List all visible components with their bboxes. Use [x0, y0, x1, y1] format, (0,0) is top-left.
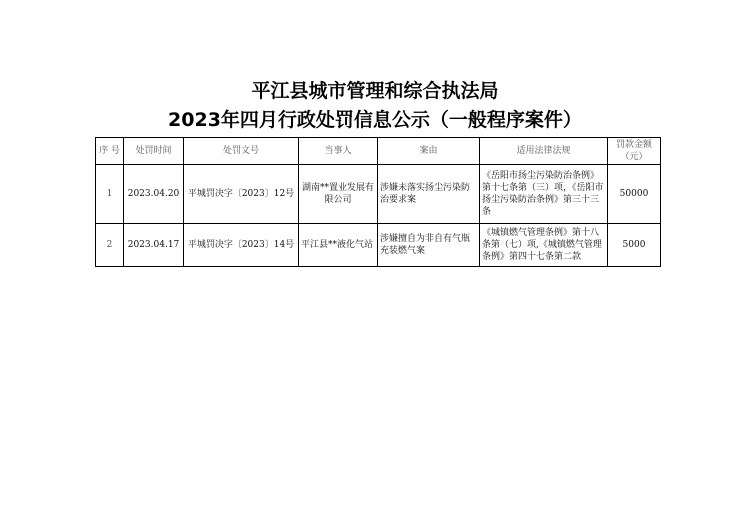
document-title: 平江县城市管理和综合执法局: [251, 80, 499, 102]
cell-party: 湖南**置业发展有限公司: [299, 165, 378, 224]
cell-time: 2023.04.20: [124, 165, 184, 224]
cell-seq: 1: [96, 165, 124, 224]
table-header-row: [96, 138, 661, 165]
table-row: [96, 165, 661, 224]
cell-seq: 2: [96, 224, 124, 267]
cell-cause: 涉嫌未落实扬尘污染防治要求案: [378, 165, 480, 224]
cell-fine: 50000: [608, 165, 661, 224]
penalty-table: [95, 137, 661, 267]
cell-fine: 5000: [608, 224, 661, 267]
cell-law: 《岳阳市扬尘污染防治条例》第十七条第（三）项，《岳阳市扬尘污染防治条例》第三十三条: [480, 165, 608, 224]
header-fine: 罚款金额（元）: [608, 138, 661, 165]
header-law: 适用法律法规: [480, 138, 608, 165]
document-subtitle: 2023年四月行政处罚信息公示（一般程序案件）: [168, 109, 582, 131]
header-time: 处罚时间: [124, 138, 184, 165]
cell-doc-no: 平城罚决字〔2023〕14号: [184, 224, 299, 267]
cell-party: 平江县**液化气站: [299, 224, 378, 267]
header-cause: 案由: [378, 138, 480, 165]
header-seq: 序 号: [96, 138, 124, 165]
header-party: 当事人: [299, 138, 378, 165]
table-row: [96, 224, 661, 267]
cell-doc-no: 平城罚决字〔2023〕12号: [184, 165, 299, 224]
cell-law: 《城镇燃气管理条例》第十八条第（七）项,《城镇燃气管理条例》第四十七条第二款: [480, 224, 608, 267]
header-doc-no: 处罚文号: [184, 138, 299, 165]
cell-cause: 涉嫌擅自为非自有气瓶充装燃气案: [378, 224, 480, 267]
cell-time: 2023.04.17: [124, 224, 184, 267]
